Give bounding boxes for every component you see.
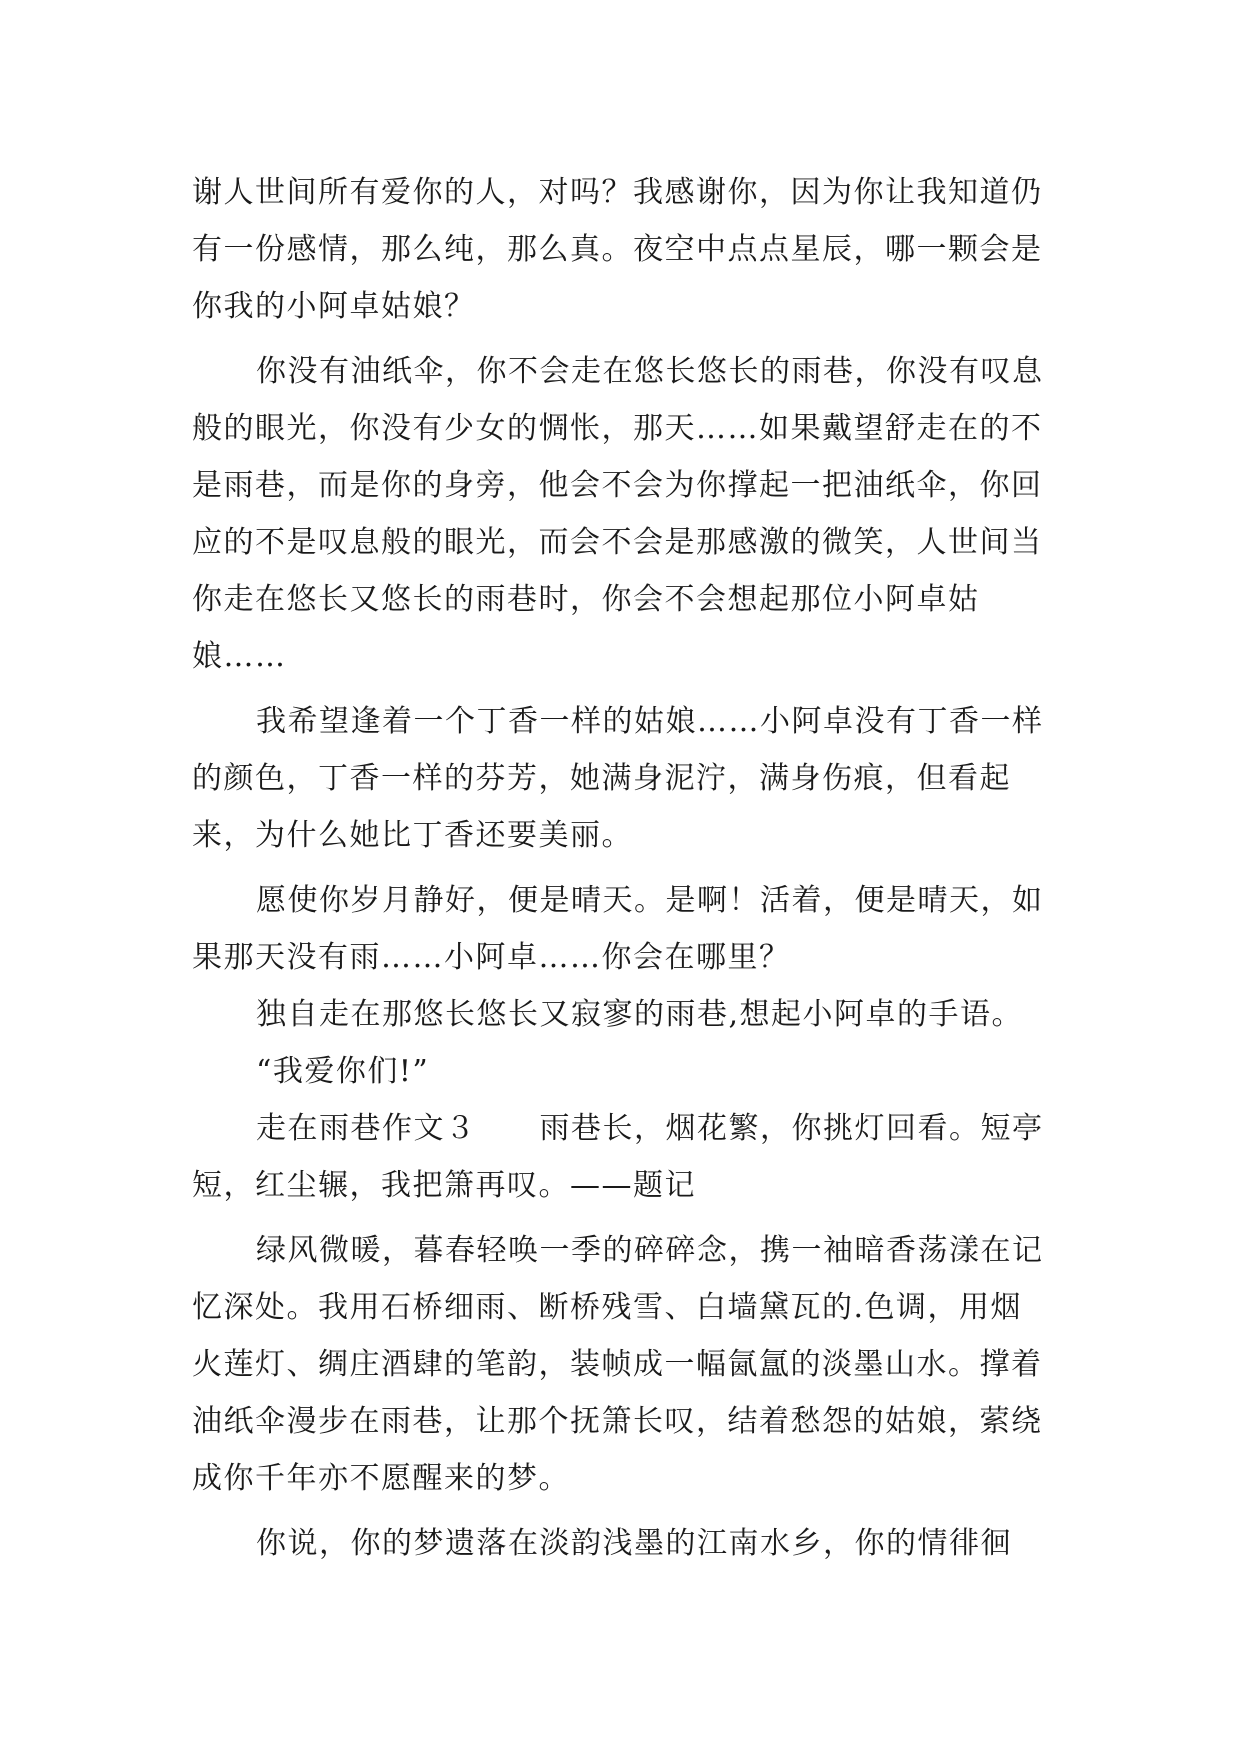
paragraph-8: 绿风微暖，暮春轻唤一季的碎碎念，携一袖暗香荡漾在记忆深处。我用石桥细雨、断桥残雪、白墙黛瓦的.色调，用烟火莲灯、绸庄酒肆的笔韵，装帧成一幅氤氲的淡墨山水。撑着油纸伞漫步在雨巷，让那个抚箫长叹，结着愁怨的姑娘，萦绕成你千年亦不愿醒来的梦。 — [192, 1233, 1044, 1496]
paragraph-4: 愿使你岁月静好，便是晴天。是啊！活着，便是晴天，如果那天没有雨……小阿卓……你会在哪里？ — [192, 883, 1044, 975]
paragraph-5: 独自走在那悠长悠长又寂寥的雨巷,想起小阿卓的手语。 — [256, 997, 1024, 1032]
paragraph-1: 谢人世间所有爱你的人，对吗？我感谢你，因为你让我知道仍有一份感情，那么纯，那么真。夜空中点点星辰，哪一颗会是你我的小阿卓姑娘？ — [192, 175, 1043, 324]
paragraph-3: 我希望逢着一个丁香一样的姑娘……小阿卓没有丁香一样的颜色，丁香一样的芬芳，她满身泥泞，满身伤痕，但看起来，为什么她比丁香还要美丽。 — [192, 704, 1044, 853]
body-text — [192, 164, 1048, 1572]
paragraph-7: 走在雨巷作文３ 雨巷长，烟花繁，你挑灯回看。短亭短，红尘辗，我把箫再叹。——题记 — [192, 1111, 1044, 1203]
paragraph-9: 你说，你的梦遗落在淡韵浅墨的江南水乡，你的情徘徊 — [256, 1526, 1012, 1561]
paragraph-6: “我爱你们!” — [256, 1054, 430, 1089]
paragraph-2: 你没有油纸伞，你不会走在悠长悠长的雨巷，你没有叹息般的眼光，你没有少女的惆怅，那天……如果戴望舒走在的不是雨巷，而是你的身旁，他会不会为你撑起一把油纸伞，你回应的不是叹息般的眼光，而会不会是那感激的微笑，人世间当你走在悠长又悠长的雨巷时，你会不会想起那位小阿卓姑娘…… — [192, 354, 1044, 674]
